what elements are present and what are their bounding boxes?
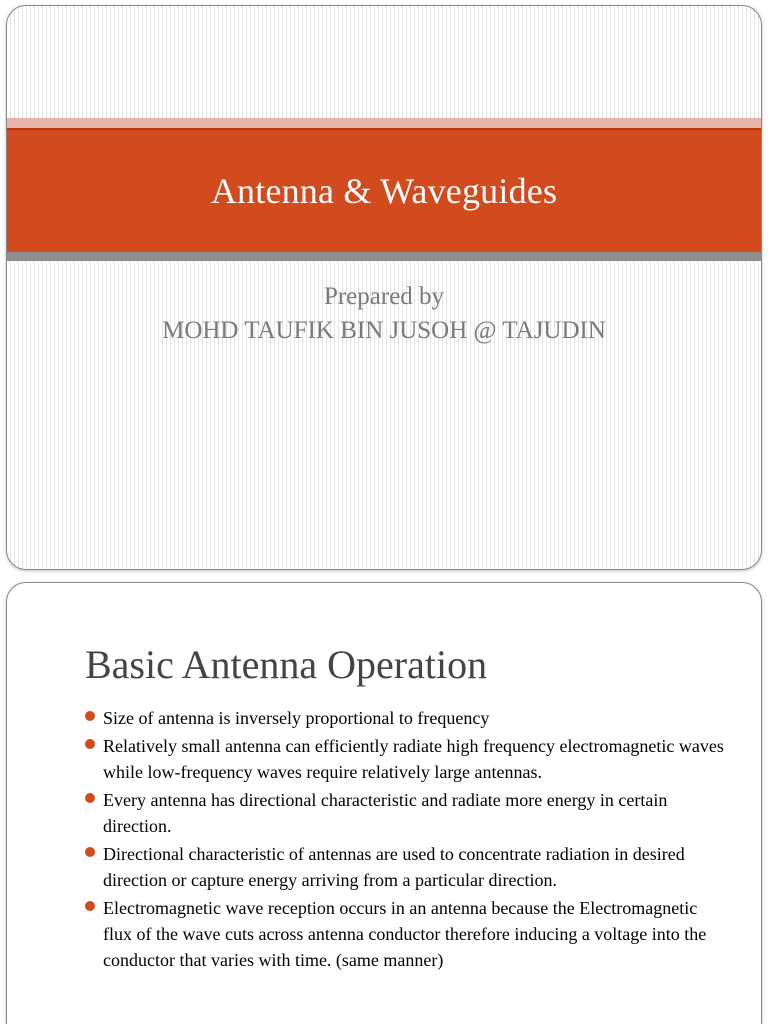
bullet-list xyxy=(85,705,725,975)
bullet-text: Every antenna has directional characteristic and radiate more energy in certain direction. xyxy=(103,790,668,836)
title-band-top-stripe xyxy=(7,118,761,128)
prepared-by-label: Prepared by xyxy=(323,283,445,310)
bullet-dot-icon xyxy=(85,847,95,857)
title-band xyxy=(7,128,761,252)
bullet-dot-icon xyxy=(85,793,95,803)
bullet-text: Electromagnetic wave reception occurs in an antenna because the Electromagnetic flux of the wave cuts across antenna conductor therefore inducing a voltage into the conductor that varies with time. (same manner) xyxy=(103,898,707,970)
bullet-text: Relatively small antenna can efficiently radiate high frequency electromagnetic waves while low-frequency waves require relatively large antennas. xyxy=(103,736,724,782)
bullet-text: Size of antenna is inversely proportional to frequency xyxy=(103,708,490,728)
subtitle-block xyxy=(7,280,761,348)
bullet-text: Directional characteristic of antennas are used to concentrate radiation in desired direction or capture energy arriving from a particular direction. xyxy=(103,844,685,890)
bullet-item xyxy=(85,733,725,785)
bullet-dot-icon xyxy=(85,739,95,749)
bullet-dot-icon xyxy=(85,711,95,721)
author-name: MOHD TAUFIK BIN JUSOH @ TAJUDIN xyxy=(162,317,606,344)
bullet-item xyxy=(85,705,725,731)
title-band-bottom-stripe xyxy=(7,252,761,261)
bullet-item xyxy=(85,841,725,893)
title-slide xyxy=(6,5,762,570)
slide-heading: Basic Antenna Operation xyxy=(85,642,488,687)
bullet-item xyxy=(85,895,725,973)
content-slide xyxy=(6,582,762,1024)
presentation-title: Antenna & Waveguides xyxy=(210,171,558,211)
bullet-item xyxy=(85,787,725,839)
bullet-dot-icon xyxy=(85,901,95,911)
